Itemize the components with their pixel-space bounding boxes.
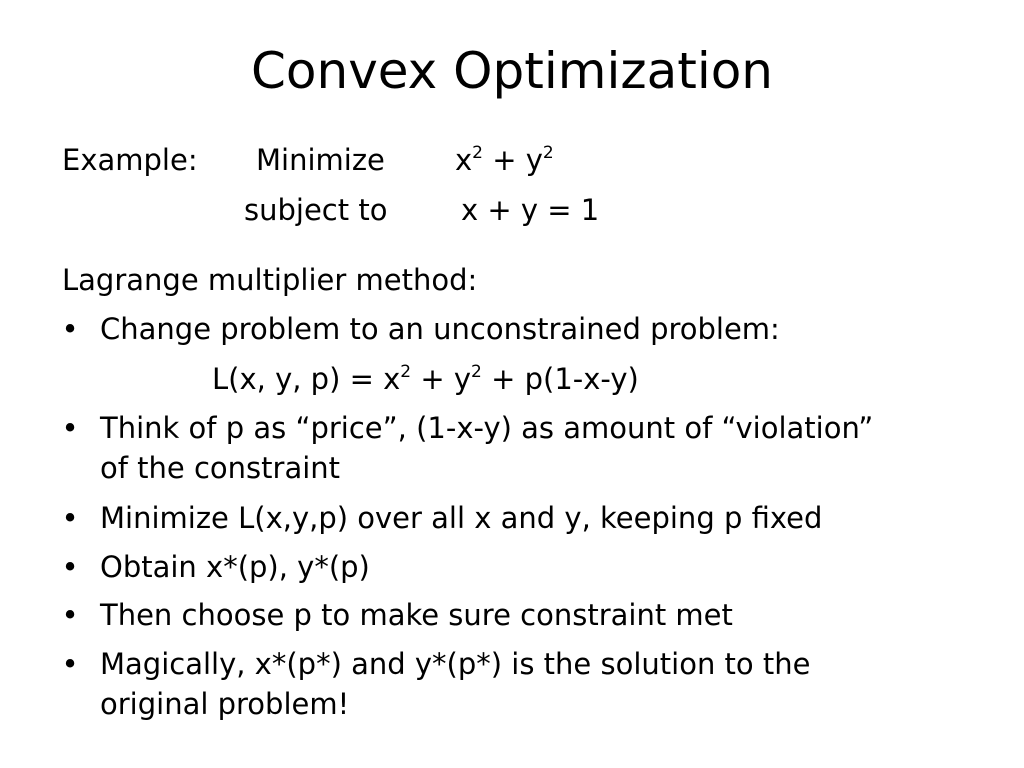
lagrangian-suffix: + p(1-x-y) (481, 362, 639, 396)
bullet-item (0, 408, 1024, 488)
lagrangian-exp-y: 2 (471, 362, 482, 382)
bullet-item (0, 595, 1024, 635)
objective-exp-y: 2 (542, 143, 554, 163)
bullet-item (0, 644, 1024, 724)
bullet-dot: • (61, 550, 79, 584)
bullet-item (0, 498, 1024, 538)
bullet-text: Minimize L(x,y,p) over all x and y, keeping p fixed (100, 501, 823, 535)
lagrangian-exp-x: 2 (400, 362, 412, 382)
minimize-word: Minimize (256, 143, 385, 177)
objective-expression (455, 140, 554, 180)
bullet-dot: • (61, 411, 79, 445)
bullet-text: Obtain x*(p), y*(p) (100, 550, 370, 584)
bullet-item (0, 547, 1024, 587)
bullet-dot: • (61, 501, 79, 535)
subject-to-word: subject to (244, 193, 388, 227)
bullet-text: Change problem to an unconstrained problem: (100, 312, 780, 346)
objective-exp-x: 2 (472, 143, 483, 163)
lagrangian-mid: + y (411, 362, 472, 396)
slide-title: Convex Optimization (251, 42, 773, 100)
bullet-item (0, 309, 1024, 349)
bullet-text: Magically, x*(p*) and y*(p*) is the solution to the (100, 647, 811, 681)
bullet-text-continued: original problem! (100, 687, 350, 721)
lagrangian-prefix: L(x, y, p) = x (212, 362, 401, 396)
example-label: Example: (62, 143, 198, 177)
bullet-text: Think of p as “price”, (1-x-y) as amount of “violation” (100, 411, 874, 445)
objective-var-x: x (455, 143, 473, 177)
objective-var-y: y (525, 143, 543, 177)
bullet-dot: • (61, 647, 79, 681)
bullet-text: Then choose p to make sure constraint met (100, 598, 733, 632)
bullet-dot: • (61, 312, 79, 346)
method-heading: Lagrange multiplier method: (62, 263, 478, 297)
bullet-text-continued: of the constraint (100, 451, 341, 485)
lagrangian-formula (212, 359, 639, 399)
bullet-dot: • (61, 598, 79, 632)
constraint-expression: x + y = 1 (461, 193, 600, 227)
objective-op: + (483, 143, 526, 177)
